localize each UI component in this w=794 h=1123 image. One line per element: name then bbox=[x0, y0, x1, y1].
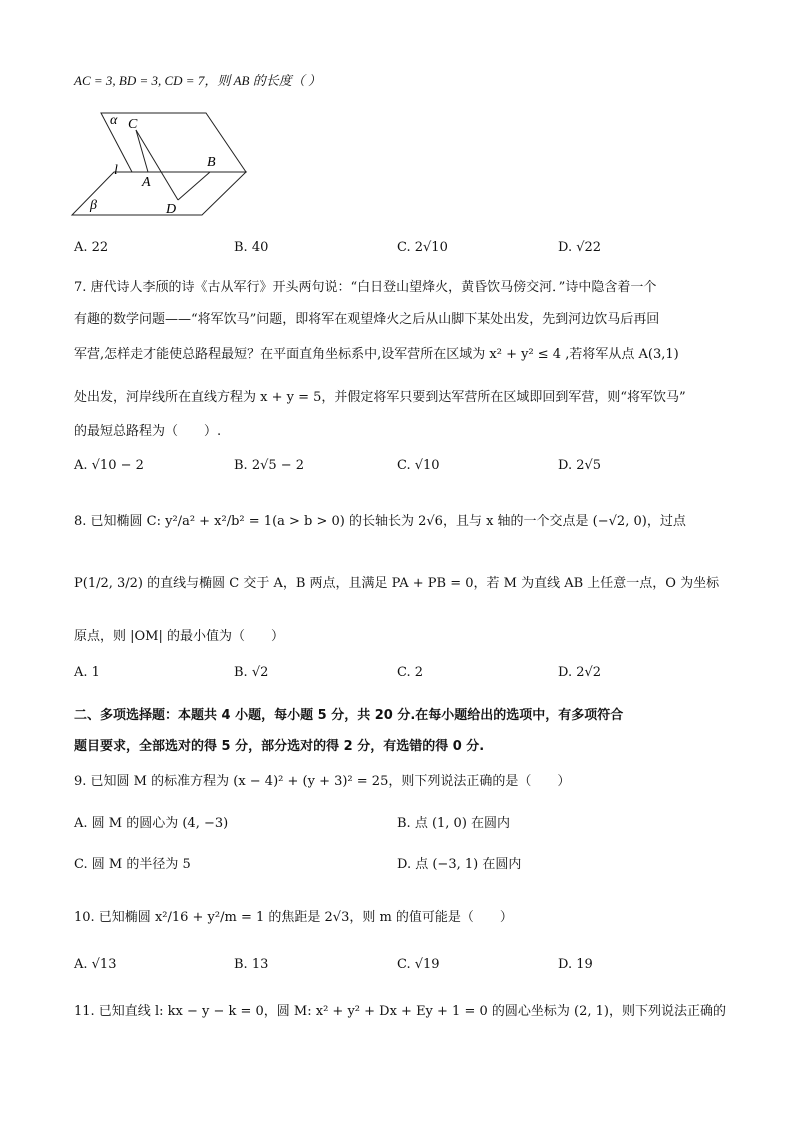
q7-line-2: 有趣的数学问题——“将军饮马”问题，即将军在观望烽火之后从山脚下某处出发，先到河边饮马后再回 bbox=[74, 312, 660, 327]
q7-option-a[interactable]: A. √10 − 2 bbox=[74, 458, 144, 473]
q7-line-5: 的最短总路程为（ ）. bbox=[74, 424, 222, 439]
label-beta: β bbox=[90, 198, 97, 213]
q7-option-d[interactable]: D. 2√5 bbox=[558, 458, 602, 473]
section-2-header-line-2: 题目要求，全部选对的得 5 分，部分选对的得 2 分，有选错的得 0 分. bbox=[74, 739, 485, 754]
q11-question: 11. 已知直线 l: kx − y − k = 0，圆 M: x² + y² + Dx + Ey + 1 = 0 的圆心坐标为 (2, 1)，则下列说法正确的 bbox=[74, 1004, 726, 1019]
q6-option-d[interactable]: D. √22 bbox=[558, 240, 602, 255]
q6-question-tail: AC = 3, BD = 3, CD = 7，则 AB 的长度（ ） bbox=[74, 73, 321, 88]
segment-DB bbox=[178, 172, 210, 200]
q9-option-d[interactable]: D. 点 (−3, 1) 在圆内 bbox=[397, 857, 522, 872]
q9-options-row-2 bbox=[74, 853, 714, 875]
q9-options-row-1 bbox=[74, 812, 714, 834]
q8-option-b[interactable]: B. √2 bbox=[234, 665, 269, 680]
q6-option-c[interactable]: C. 2√10 bbox=[397, 240, 448, 255]
q8-option-c[interactable]: C. 2 bbox=[397, 665, 424, 680]
q8-options bbox=[74, 665, 714, 687]
q9-question: 9. 已知圆 M 的标准方程为 (x − 4)² + (y + 3)² = 25，则下列说法正确的是（ ） bbox=[74, 774, 571, 789]
plane-alpha-shape bbox=[101, 113, 246, 172]
q6-options bbox=[74, 240, 714, 262]
q7-line-3: 军营,怎样走才能使总路程最短？在平面直角坐标系中,设军营所在区域为 x² + y² ≤ 4 ,若将军从点 A(3,1) bbox=[74, 347, 679, 362]
q10-options bbox=[74, 957, 714, 979]
q7-line-4: 处出发，河岸线所在直线方程为 x + y = 5，并假定将军只要到达军营所在区域即回到军营，则“将军饮马” bbox=[74, 390, 686, 405]
q7-option-c[interactable]: C. √10 bbox=[397, 458, 440, 473]
section-2-header-line-1: 二、多项选择题：本题共 4 小题，每小题 5 分，共 20 分.在每小题给出的选项中，有多项符合 bbox=[74, 708, 624, 723]
q8-option-d[interactable]: D. 2√2 bbox=[558, 665, 602, 680]
q8-option-a[interactable]: A. 1 bbox=[74, 665, 100, 680]
plane-beta-shape bbox=[72, 172, 246, 215]
q6-planes-figure bbox=[64, 100, 254, 225]
q9-option-a[interactable]: A. 圆 M 的圆心为 (4, −3) bbox=[74, 816, 229, 831]
q9-option-b[interactable]: B. 点 (1, 0) 在圆内 bbox=[397, 816, 511, 831]
label-B: B bbox=[207, 155, 216, 170]
q9-option-c[interactable]: C. 圆 M 的半径为 5 bbox=[74, 857, 191, 872]
q8-line-1: 8. 已知椭圆 C: y²/a² + x²/b² = 1(a > b > 0) 的长轴长为 2√6，且与 x 轴的一个交点是 (−√2, 0)，过点 bbox=[74, 514, 686, 529]
segment-CA bbox=[136, 130, 148, 172]
label-l: l bbox=[114, 163, 118, 178]
q10-question: 10. 已知椭圆 x²/16 + y²/m = 1 的焦距是 2√3，则 m 的值可能是（ ） bbox=[74, 910, 513, 925]
label-A: A bbox=[142, 175, 151, 190]
label-D: D bbox=[166, 202, 177, 217]
q8-line-3: 原点，则 |OM| 的最小值为（ ） bbox=[74, 629, 284, 644]
label-C: C bbox=[128, 117, 138, 132]
q7-option-b[interactable]: B. 2√5 − 2 bbox=[234, 458, 305, 473]
q10-option-c[interactable]: C. √19 bbox=[397, 957, 440, 972]
q8-line-2: P(1/2, 3/2) 的直线与椭圆 C 交于 A，B 两点，且满足 PA + PB = 0，若 M 为直线 AB 上任意一点，O 为坐标 bbox=[74, 576, 720, 591]
q6-option-a[interactable]: A. 22 bbox=[74, 240, 109, 255]
label-alpha: α bbox=[110, 113, 118, 128]
q10-option-a[interactable]: A. √13 bbox=[74, 957, 117, 972]
q7-options bbox=[74, 458, 714, 480]
q7-line-1: 7. 唐代诗人李颀的诗《古从军行》开头两句说：“白日登山望烽火，黄昏饮马傍交河．”诗中隐含着一个 bbox=[74, 280, 657, 295]
q6-option-b[interactable]: B. 40 bbox=[234, 240, 269, 255]
q10-option-d[interactable]: D. 19 bbox=[558, 957, 593, 972]
q10-option-b[interactable]: B. 13 bbox=[234, 957, 269, 972]
